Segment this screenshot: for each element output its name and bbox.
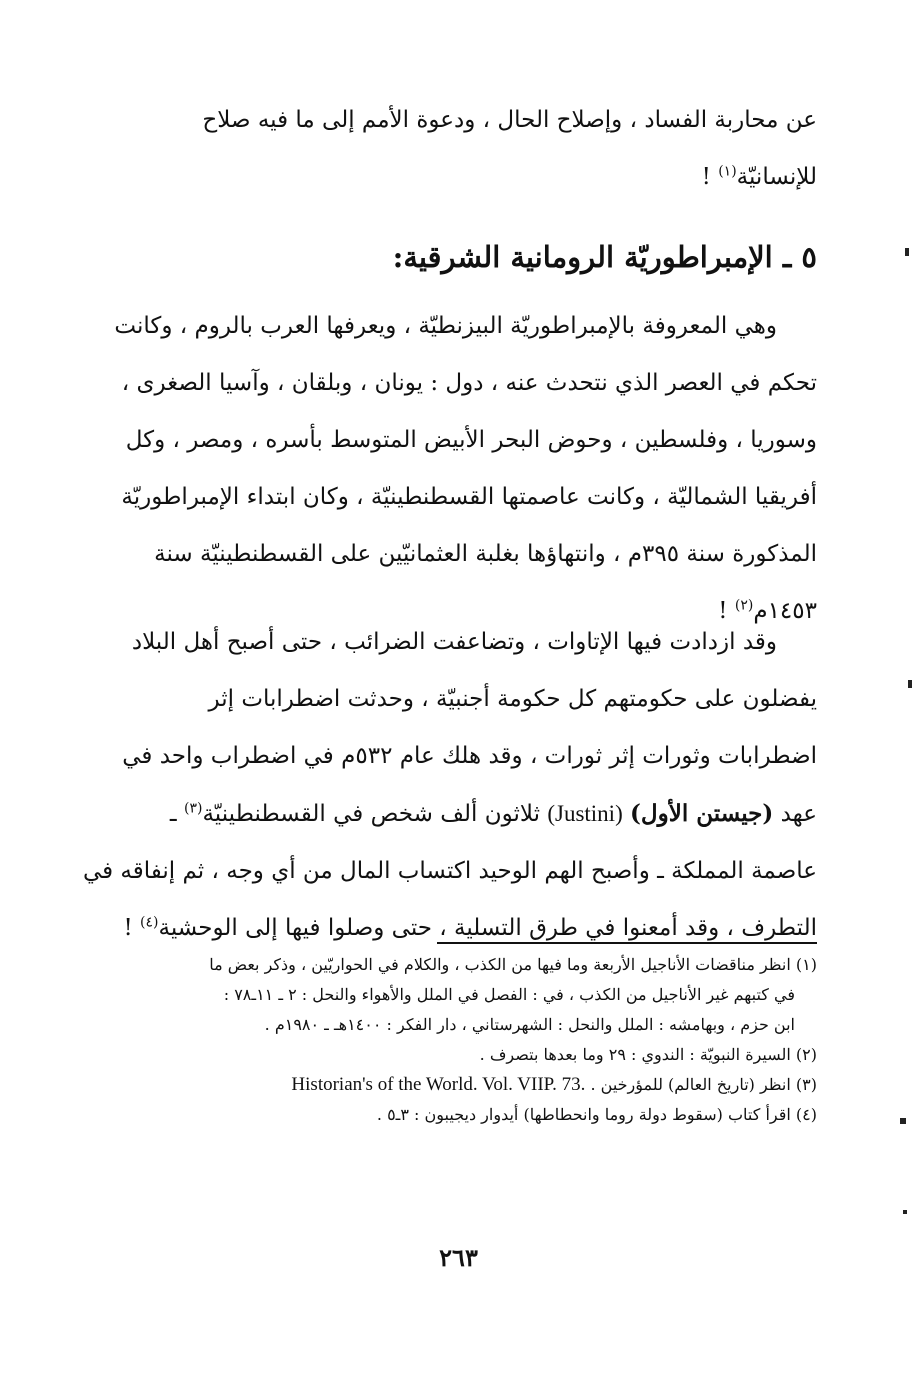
text-line — [72, 900, 817, 957]
continuation-paragraph — [72, 92, 817, 206]
bold-name: (جيستن الأول) — [630, 800, 774, 827]
footnote-3-arabic: (٣) انظر (تاريخ العالم) للمؤرخين . — [590, 1075, 817, 1094]
paragraph-taxes-unrest — [72, 614, 817, 957]
text-segment: وهي المعروفة بالإمبراطوريّة البيزنطيّة ، ويعرفها العرب بالروم ، وكانت — [114, 313, 777, 339]
scan-speck — [905, 248, 909, 256]
text-line — [72, 785, 817, 843]
footnote-3-latin: Historian's of the World. Vol. VIIP. 73. — [291, 1074, 586, 1095]
scan-speck — [908, 680, 912, 688]
footnote-3 — [72, 1070, 817, 1100]
text-line: أفريقيا الشماليّة ، وكانت عاصمتها القسطنطينيّة ، وكان ابتداء الإمبراطوريّة — [121, 484, 817, 510]
text-segment: ـ — [169, 801, 184, 827]
footnote-ref: (١) — [718, 163, 737, 180]
text-line — [72, 149, 817, 206]
text-line — [72, 614, 817, 671]
footnote-ref: (٣) — [183, 800, 203, 817]
footnotes — [72, 950, 817, 1130]
text-line: المذكورة سنة ٣٩٥م ، وانتهاؤها بغلبة العثمانيّين على القسطنطينيّة سنة — [154, 541, 817, 567]
text-segment: ! — [701, 164, 719, 190]
footnote-1-line: في كتبهم غير الأناجيل من الكذب ، في : الفصل في الملل والأهواء والنحل : ٢ ـ ١١ـ٧٨ : — [223, 985, 795, 1004]
page-number: ٢٦٣ — [439, 1243, 478, 1272]
footnote-1-line: ابن حزم ، وبهامشه : الملل والنحل : الشهرستاني ، دار الفكر : ١٤٠٠هـ ـ ١٩٨٠م . — [264, 1015, 795, 1034]
text-segment: ! — [123, 915, 141, 941]
scan-speck — [900, 1118, 906, 1124]
text-segment: التطرف ، وقد أمعنوا في طرق التسلية ، حتى وصلوا فيها إلى الوحشية — [158, 915, 817, 941]
text-segment: ١٤٥٣م — [753, 598, 817, 624]
text-line: عن محاربة الفساد ، وإصلاح الحال ، ودعوة الأمم إلى ما فيه صلاح — [202, 107, 817, 133]
paragraph-byzantine-empire — [72, 298, 817, 640]
text-line: يفضلون على حكومتهم كل حكومة أجنبيّة ، وحدثت اضطرابات إثر — [208, 686, 817, 712]
text-line — [72, 298, 817, 355]
text-segment: وقد ازدادت فيها الإتاوات ، وتضاعفت الضرائب ، حتى أصبح أهل البلاد — [131, 629, 777, 655]
scan-speck — [903, 1210, 907, 1214]
text-line: وسوريا ، وفلسطين ، وحوض البحر الأبيض المتوسط بأسره ، ومصر ، وكل — [125, 427, 817, 453]
footnote-2: (٢) السيرة النبويّة : الندوي : ٢٩ وما بعدها بتصرف . — [479, 1045, 817, 1064]
latin-name: (Justini) — [547, 801, 623, 826]
section-heading: ٥ ـ الإمبراطوريّة الرومانية الشرقية: — [392, 240, 817, 274]
footnote-ref: (٤) — [140, 914, 159, 931]
footnote-1-line: (١) انظر مناقضات الأناجيل الأربعة وما فيها من الكذب ، والكلام في الحواريّين ، وذكر بعض ما — [209, 955, 817, 974]
footnote-ref: (٢) — [734, 597, 754, 614]
text-segment: عهد — [773, 801, 817, 827]
text-segment: للإنسانيّة — [736, 164, 817, 190]
text-line: تحكم في العصر الذي نتحدث عنه ، دول : يونان ، وبلقان ، وآسيا الصغرى ، — [121, 370, 817, 396]
text-line: عاصمة المملكة ـ وأصبح الهم الوحيد اكتساب المال من أي وجه ، ثم إنفاقه في — [82, 858, 817, 884]
text-line: اضطرابات وثورات إثر ثورات ، وقد هلك عام ٥٣٢م في اضطراب واحد في — [122, 743, 817, 769]
footnote-divider — [437, 942, 817, 944]
footnote-4: (٤) اقرأ كتاب (سقوط دولة روما وانحطاطها) أيدوار ديجيبون : ٣ـ٥ . — [376, 1105, 817, 1124]
text-segment: ! — [718, 598, 735, 624]
text-segment: ثلاثون ألف شخص في القسطنطينيّة — [202, 801, 548, 827]
